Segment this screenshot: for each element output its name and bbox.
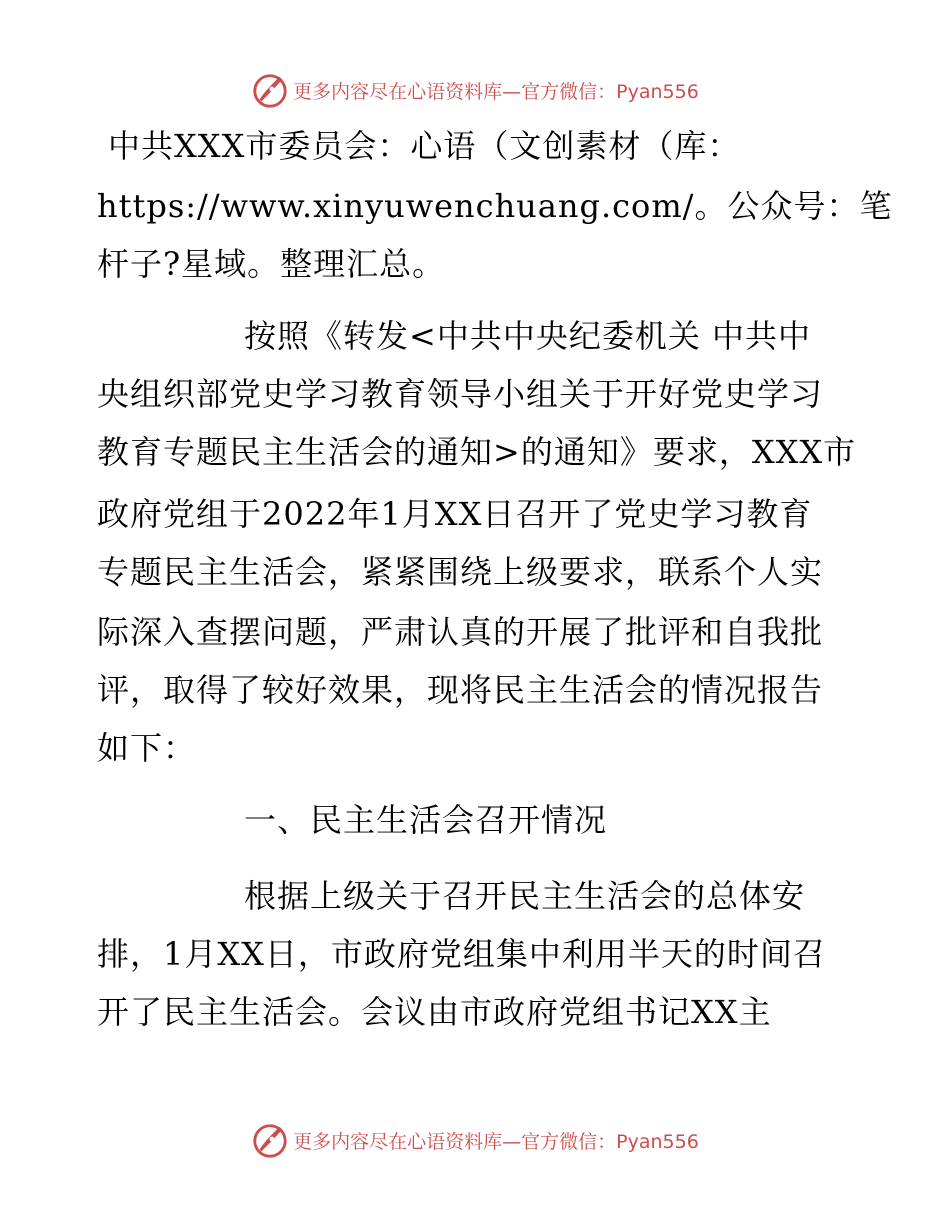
footer-banner-wechat: 官方微信：Pyan556 (521, 1130, 699, 1153)
header-banner (0, 70, 950, 110)
footer-banner (0, 1120, 950, 1160)
body-line-7: 政府党组于2022年1月XX日召开了党史学习教育 (97, 495, 813, 533)
header-banner-wechat: 官方微信：Pyan556 (521, 80, 699, 103)
pen-logo-icon (251, 71, 289, 109)
header-banner-text: 更多内容尽在心语资料库— (293, 80, 522, 103)
body-line-2: https://www.xinyuwenchuang.com/。公众号：笔 (97, 187, 893, 225)
body-line-4: 按照《转发<中共中央纪委机关 中共中 (244, 317, 811, 355)
body-line-10: 评，取得了较好效果，现将民主生活会的情况报告 (97, 671, 824, 709)
body-line-8: 专题民主生活会，紧紧围绕上级要求，联系个人实 (97, 553, 824, 591)
body-line-14: 排，1月XX日，市政府党组集中利用半天的时间召 (97, 935, 826, 973)
body-line-6: 教育专题民主生活会的通知>的通知》要求，XXX市 (97, 433, 857, 471)
pen-logo-icon (251, 1121, 289, 1159)
body-line-3: 杆子?星域。整理汇总。 (97, 245, 446, 283)
body-line-5: 央组织部党史学习教育领导小组关于开好党史学习 (97, 375, 824, 413)
body-line-11: 如下： (97, 729, 197, 767)
body-line-1: 中共XXX市委员会：心语（文创素材（库： (108, 127, 741, 165)
section-heading: 一、民主生活会召开情况 (244, 801, 608, 839)
body-line-15: 开了民主生活会。会议由市政府党组书记XX主 (97, 993, 772, 1031)
body-line-9: 际深入查摆问题，严肃认真的开展了批评和自我批 (97, 613, 824, 651)
body-line-13: 根据上级关于召开民主生活会的总体安 (244, 877, 806, 915)
footer-banner-text: 更多内容尽在心语资料库— (293, 1130, 522, 1153)
